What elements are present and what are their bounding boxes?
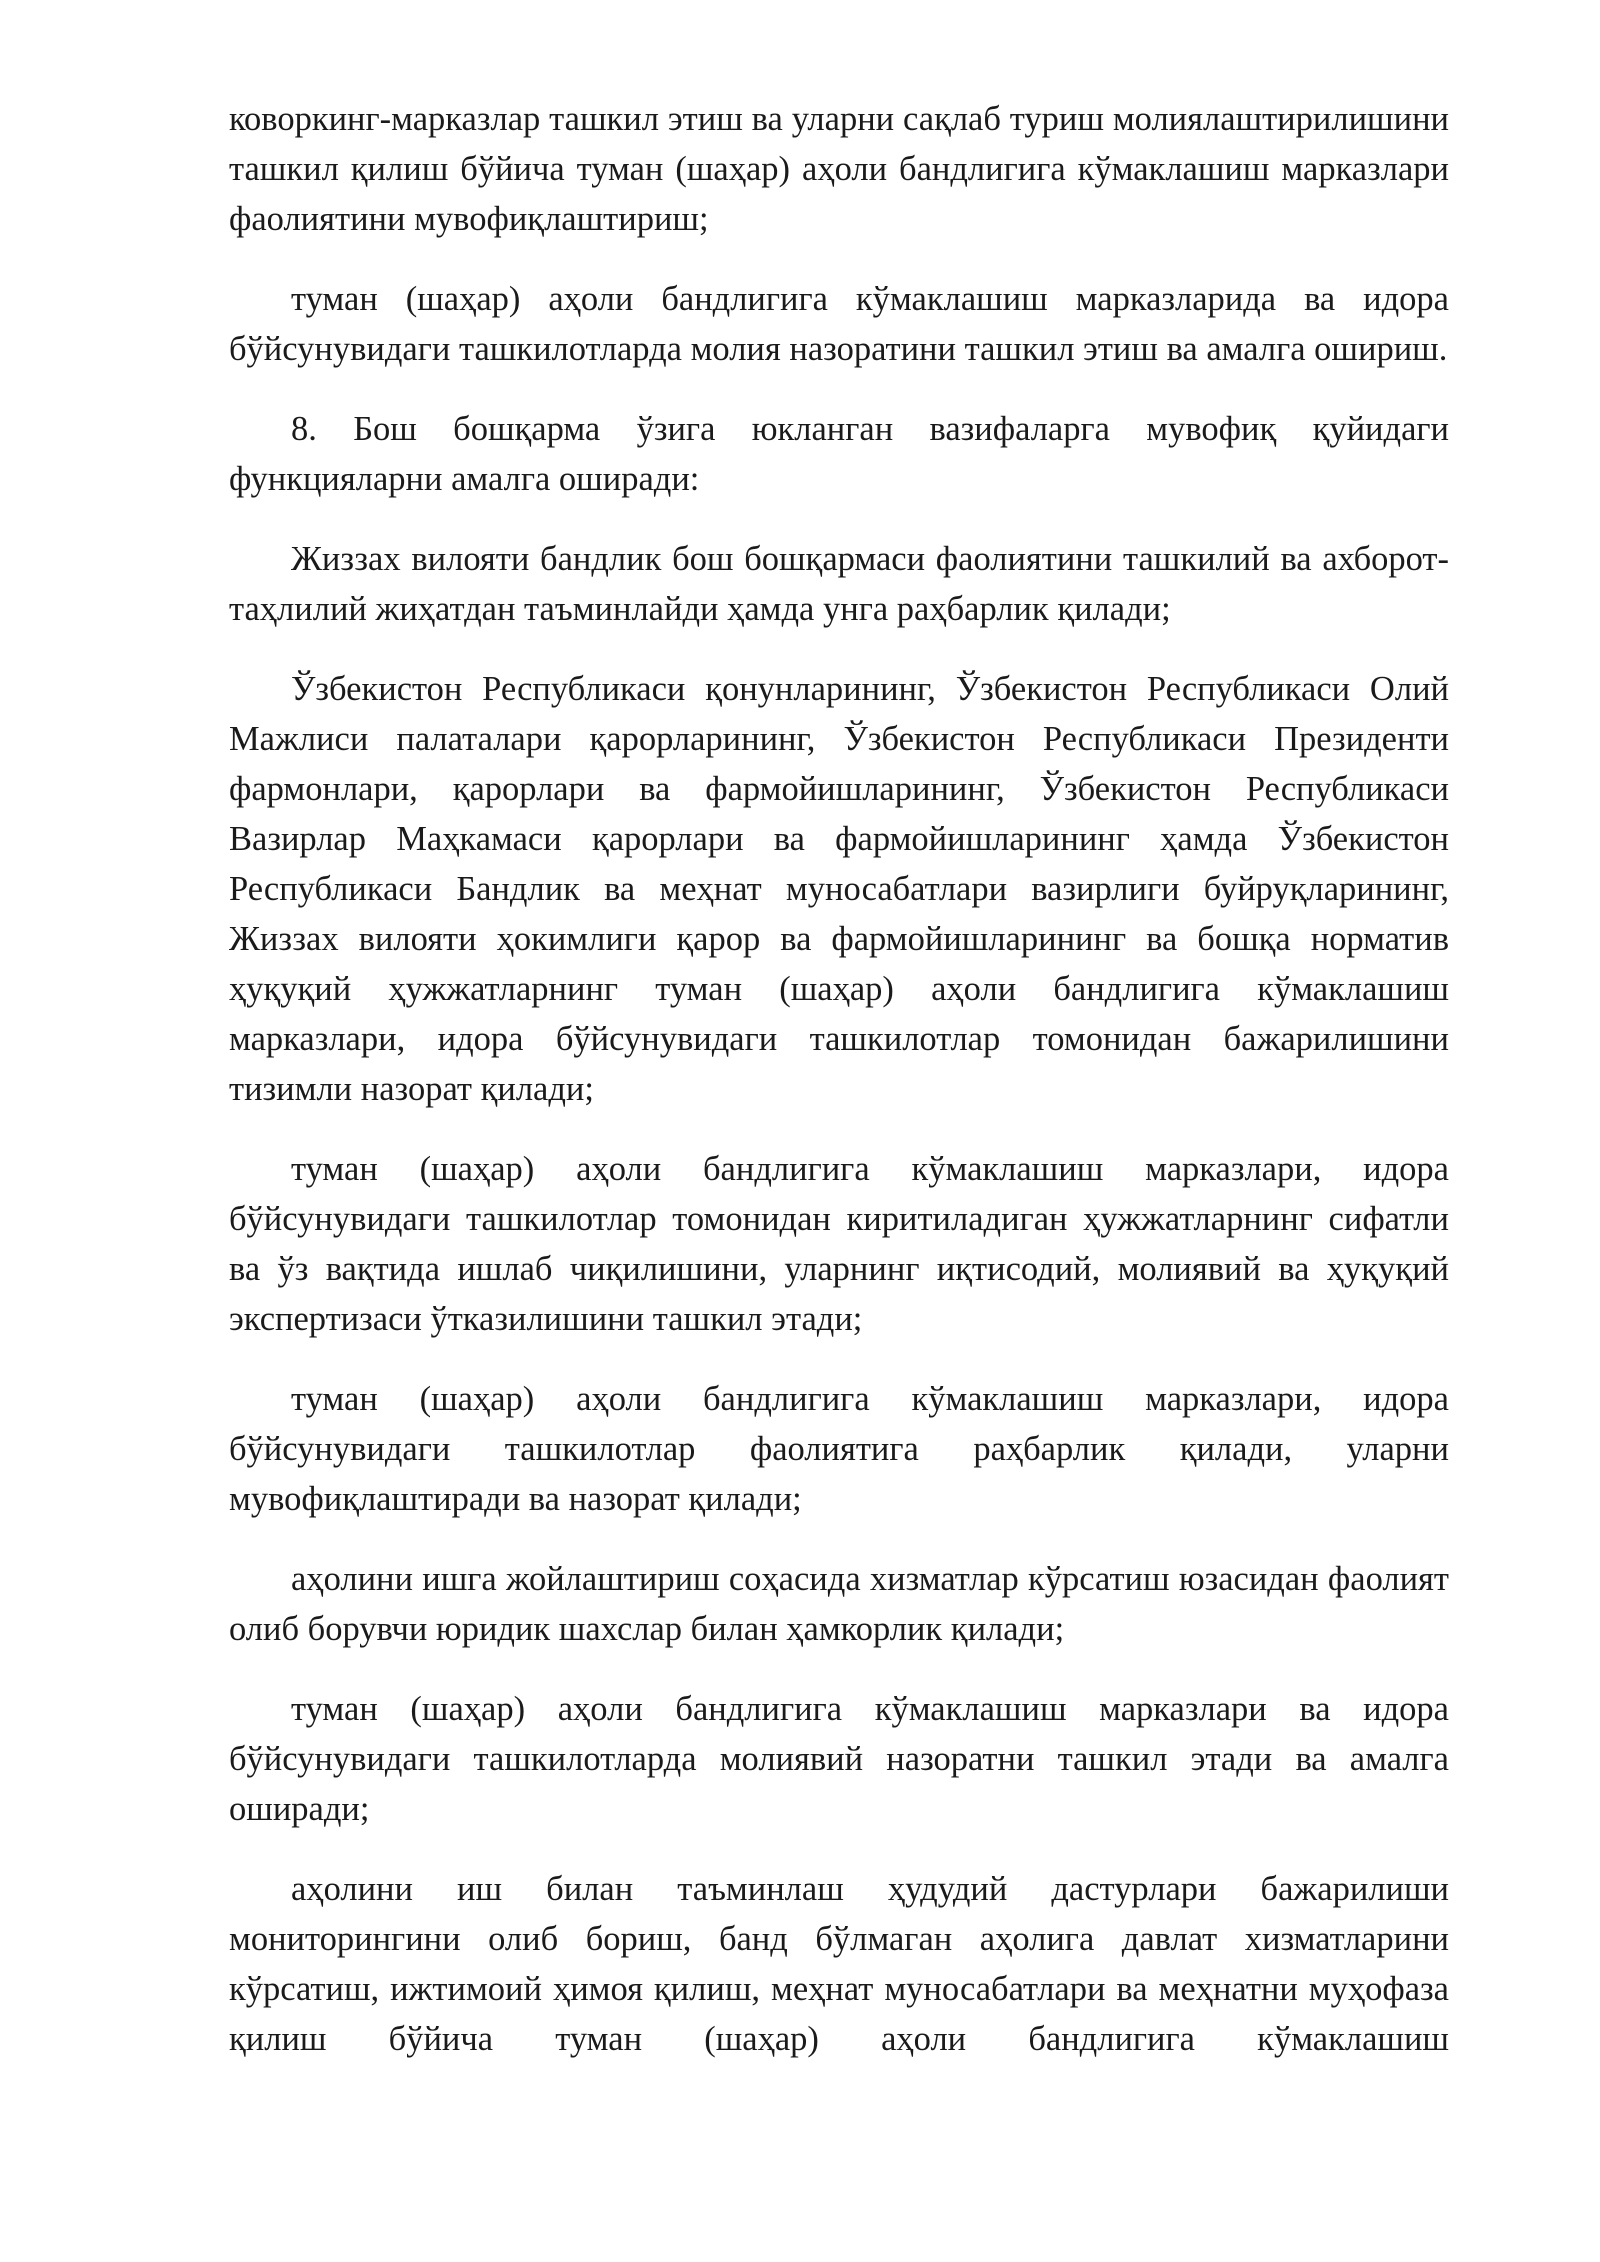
paragraph-legal-entities-cooperation: аҳолини ишга жойлаштириш соҳасида хизматлар кўрсатиш юзасидан фаолият олиб борувчи юридик шахслар билан ҳамкорлик қилади; <box>229 1560 1449 1648</box>
paragraph-legislation-oversight: Ўзбекистон Республикаси қонунларининг, Ўзбекистон Республикаси Олий Мажлиси палаталари қарорларининг, Ўзбекистон Республикаси Президенти фармонлари, қарорлари ва фармойишларининг, Ўзбекистон Республикаси Вазирлар Маҳкамаси қарорлари ва фармойишларининг ҳамда Ўзбекистон Республикаси Бандлик ва меҳнат муносабатлари вазирлиги буйруқларининг, Жиззах вилояти ҳокимлиги қарор ва фармойишларининг ва бошқа норматив ҳуқуқий ҳужжатларнинг туман (шаҳар) аҳоли бандлигига кўмаклашиш марказлари, идора бўйсунувидаги ташкилотлар томонидан бажарилишини тизимли назорат қилади; <box>229 670 1449 1108</box>
paragraph-financial-control: туман (шаҳар) аҳоли бандлигига кўмаклашиш марказларида ва идора бўйсунувидаги ташкилотларда молия назоратини ташкил этиш ва амалга ошириш. <box>229 280 1449 368</box>
paragraph-jizzakh-leadership: Жиззах вилояти бандлик бош бошқармаси фаолиятини ташкилий ва ахборот-таҳлилий жиҳатдан таъминлайди ҳамда унга раҳбарлик қилади; <box>229 540 1449 628</box>
document-body <box>229 94 1449 2064</box>
paragraph-employment-programs-monitoring: аҳолини иш билан таъминлаш ҳудудий дастурлари бажарилиши мониторингини олиб бориш, банд бўлмаган аҳолига давлат хизматларини кўрсатиш, ижтимоий ҳимоя қилиш, меҳнат муносабатлари ва меҳнатни муҳофаза қилиш бўйича туман (шаҳар) аҳоли бандлигига кўмаклашиш <box>229 1870 1449 2058</box>
paragraph-coworking-financing: коворкинг-марказлар ташкил этиш ва уларни сақлаб туриш молиялаштирилишини ташкил қилиш бўйича туман (шаҳар) аҳоли бандлигига кўмаклашиш марказлари фаолиятини мувофиқлаштириш; <box>229 100 1449 238</box>
paragraph-document-expertise: туман (шаҳар) аҳоли бандлигига кўмаклашиш марказлари, идора бўйсунувидаги ташкилотлар томонидан киритиладиган ҳужжатларнинг сифатли ва ўз вақтида ишлаб чиқилишини, уларнинг иқтисодий, молиявий ва ҳуқуқий экспертизаси ўтказилишини ташкил этади; <box>229 1150 1449 1338</box>
paragraph-financial-control-organize: туман (шаҳар) аҳоли бандлигига кўмаклашиш марказлари ва идора бўйсунувидаги ташкилотларда молиявий назоратни ташкил этади ва амалга оширади; <box>229 1690 1449 1828</box>
paragraph-section-8-heading: 8. Бош бошқарма ўзига юкланган вазифаларга мувофиқ қуйидаги функцияларни амалга оширади: <box>229 410 1449 498</box>
paragraph-center-management: туман (шаҳар) аҳоли бандлигига кўмаклашиш марказлари, идора бўйсунувидаги ташкилотлар фаолиятига раҳбарлик қилади, уларни мувофиқлаштиради ва назорат қилади; <box>229 1380 1449 1518</box>
